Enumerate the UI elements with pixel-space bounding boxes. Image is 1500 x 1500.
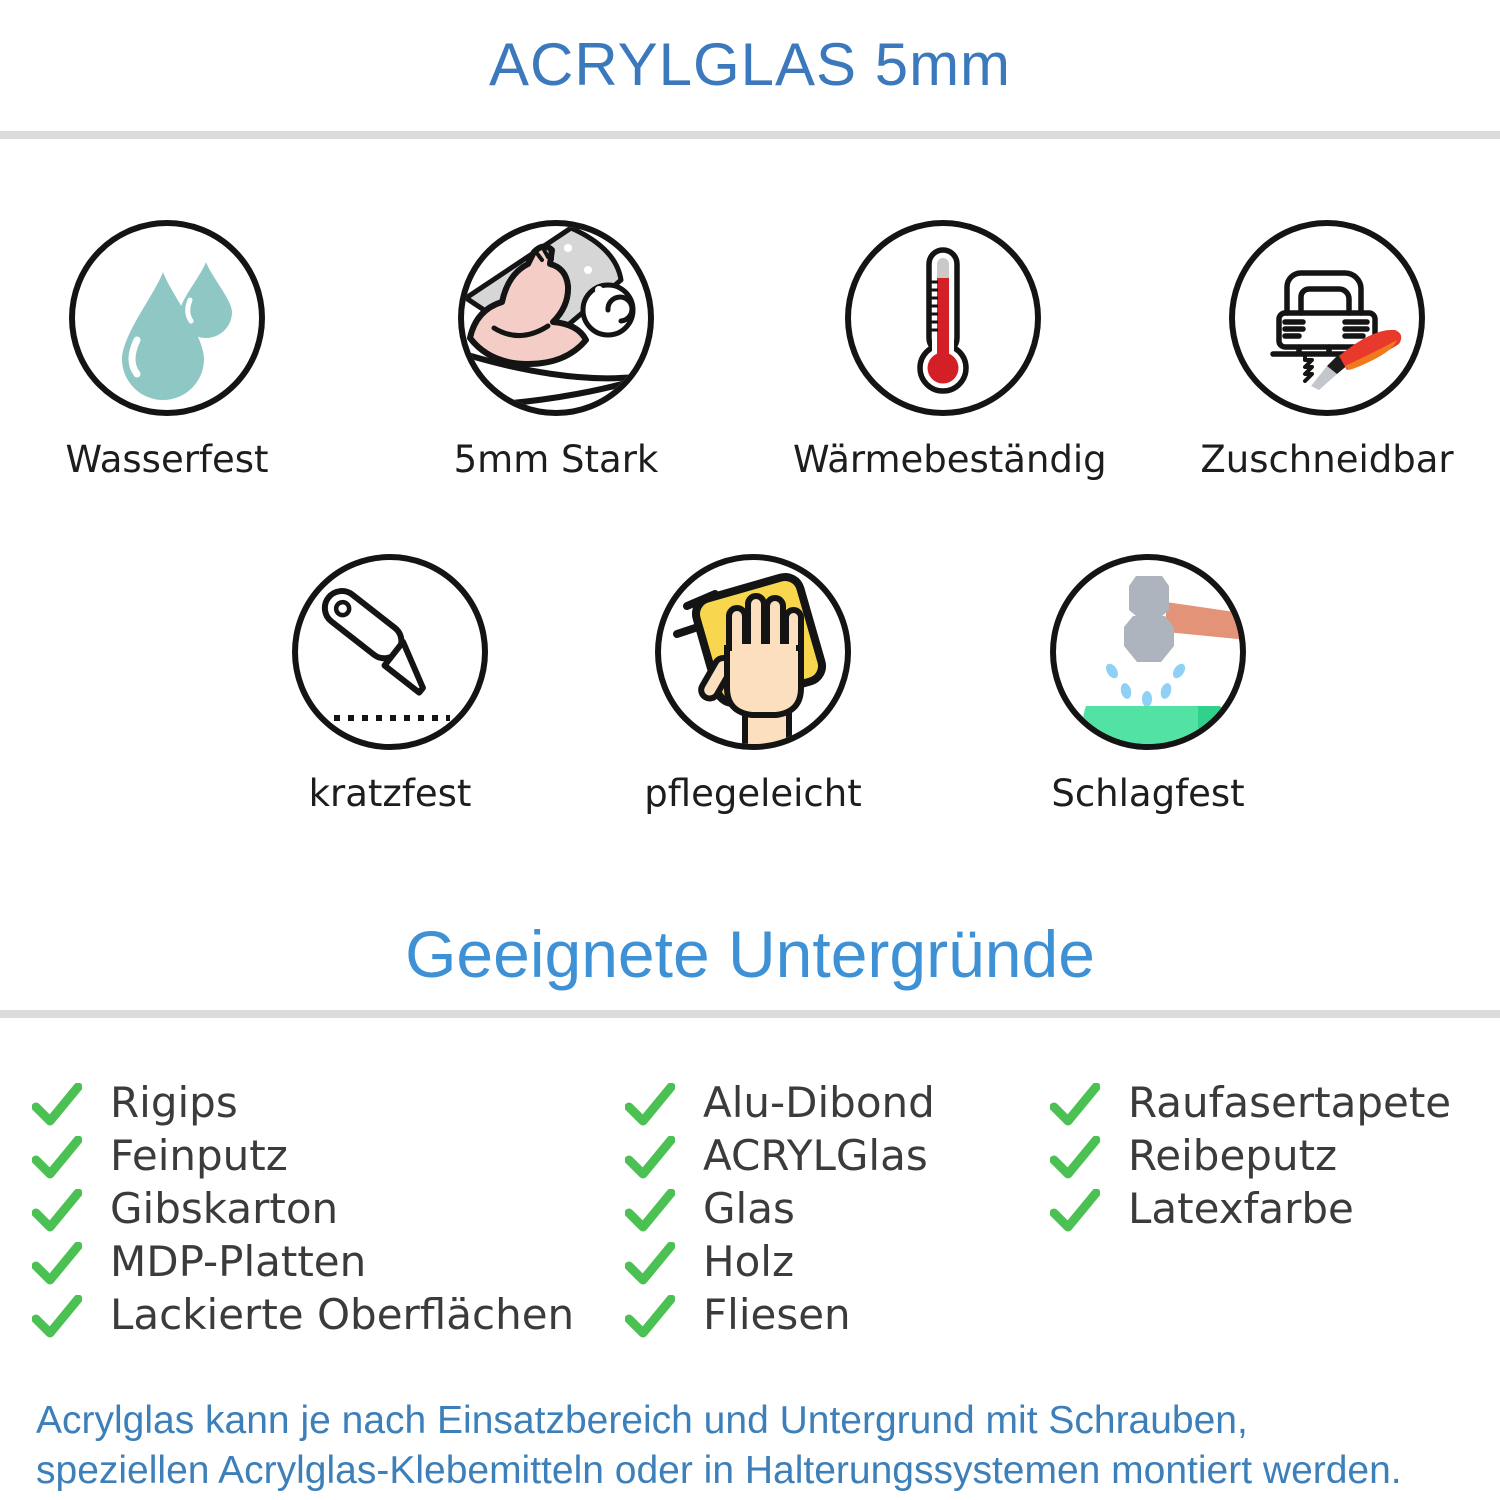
check-icon bbox=[1050, 1189, 1100, 1233]
list-item bbox=[32, 1182, 574, 1235]
feature-schlagfest bbox=[998, 552, 1298, 815]
feature-waermebestaendig bbox=[793, 218, 1107, 481]
list-item bbox=[32, 1235, 574, 1288]
surfaces-column-1 bbox=[32, 1076, 574, 1341]
check-icon bbox=[32, 1295, 82, 1339]
list-item-label: Lackierte Oberflächen bbox=[110, 1290, 575, 1339]
list-item bbox=[1050, 1182, 1451, 1235]
top-divider bbox=[0, 131, 1500, 139]
water-drops-icon bbox=[67, 218, 267, 418]
feature-wasserfest bbox=[17, 218, 317, 481]
feature-label: Wasserfest bbox=[65, 438, 269, 481]
list-item-label: Alu-Dibond bbox=[703, 1078, 935, 1127]
check-icon bbox=[32, 1083, 82, 1127]
list-item-label: Latexfarbe bbox=[1128, 1184, 1354, 1233]
feature-label: Wärmebeständig bbox=[793, 438, 1107, 481]
check-icon bbox=[32, 1136, 82, 1180]
list-item bbox=[625, 1182, 935, 1235]
page-title: ACRYLGLAS 5mm bbox=[488, 31, 1012, 98]
check-icon bbox=[625, 1136, 675, 1180]
feature-label: 5mm Stark bbox=[453, 438, 659, 481]
list-item bbox=[32, 1288, 574, 1341]
list-item-label: MDP-Platten bbox=[110, 1237, 367, 1286]
utility-knife-icon bbox=[290, 552, 490, 752]
list-item bbox=[1050, 1129, 1451, 1182]
feature-zuschneidbar bbox=[1177, 218, 1477, 481]
list-item bbox=[625, 1129, 935, 1182]
check-icon bbox=[625, 1189, 675, 1233]
hammer-impact-icon bbox=[1048, 552, 1248, 752]
check-icon bbox=[625, 1083, 675, 1127]
section-divider bbox=[0, 1010, 1500, 1018]
list-item bbox=[625, 1076, 935, 1129]
feature-label: pflegeleicht bbox=[644, 772, 862, 815]
feature-pflegeleicht bbox=[603, 552, 903, 815]
check-icon bbox=[1050, 1083, 1100, 1127]
list-item-label: Glas bbox=[703, 1184, 795, 1233]
section-heading: Geeignete Untergründe bbox=[405, 917, 1095, 991]
list-item bbox=[32, 1076, 574, 1129]
list-item-label: Feinputz bbox=[110, 1131, 288, 1180]
list-item-label: Reibeputz bbox=[1128, 1131, 1338, 1180]
feature-label: Zuschneidbar bbox=[1200, 438, 1454, 481]
list-item bbox=[625, 1288, 935, 1341]
list-item bbox=[32, 1129, 574, 1182]
list-item-label: Raufasertapete bbox=[1128, 1078, 1452, 1127]
list-item-label: ACRYLGlas bbox=[703, 1131, 928, 1180]
thermometer-icon bbox=[843, 218, 1043, 418]
jigsaw-cutter-icon bbox=[1227, 218, 1427, 418]
mounting-note-line1: Acrylglas kann je nach Einsatzbereich und Untergrund mit Schrauben, bbox=[36, 1399, 1248, 1442]
feature-5mm-stark bbox=[406, 218, 706, 481]
surfaces-column-3 bbox=[1050, 1076, 1451, 1235]
check-icon bbox=[625, 1295, 675, 1339]
cleaning-hand-icon bbox=[653, 552, 853, 752]
check-icon bbox=[625, 1242, 675, 1286]
list-item-label: Rigips bbox=[110, 1078, 238, 1127]
check-icon bbox=[32, 1189, 82, 1233]
list-item-label: Holz bbox=[703, 1237, 794, 1286]
feature-kratzfest bbox=[240, 552, 540, 815]
muscle-arm-icon bbox=[456, 218, 656, 418]
mounting-note bbox=[36, 1396, 1402, 1496]
feature-label: kratzfest bbox=[308, 772, 472, 815]
list-item-label: Gibskarton bbox=[110, 1184, 339, 1233]
list-item-label: Fliesen bbox=[703, 1290, 851, 1339]
list-item bbox=[1050, 1076, 1451, 1129]
check-icon bbox=[32, 1242, 82, 1286]
mounting-note-line2: speziellen Acrylglas-Klebemitteln oder in Halterungssystemen montiert werden. bbox=[36, 1449, 1402, 1492]
feature-label: Schlagfest bbox=[1051, 772, 1245, 815]
surfaces-column-2 bbox=[625, 1076, 935, 1341]
check-icon bbox=[1050, 1136, 1100, 1180]
list-item bbox=[625, 1235, 935, 1288]
